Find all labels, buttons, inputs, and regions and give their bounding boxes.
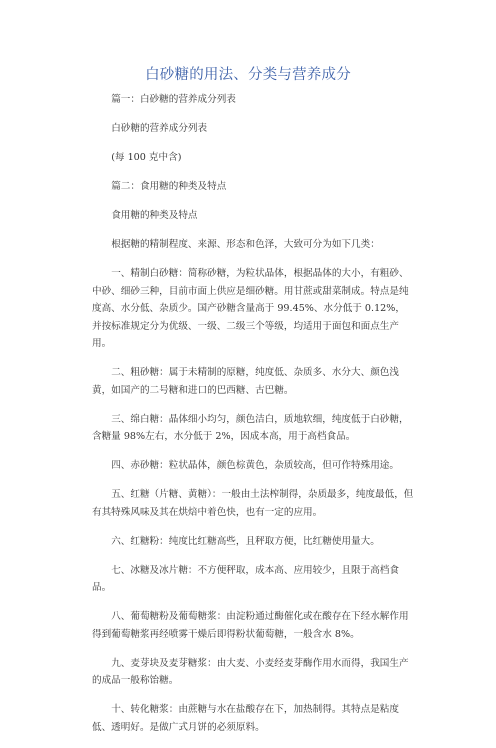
paragraph-item-9: 九、麦芽块及麦芽糖浆：由大麦、小麦经麦芽酶作用水而得，我国生产的成品一般称饴糖。: [92, 657, 409, 686]
paragraph-item-8: 八、葡萄糖粉及葡萄糖浆：由淀粉通过酶催化或在酸存在下经水解作用得到葡萄糖浆再经喷雾干燥后即得粉状葡萄糖，一般含水 8%。: [92, 611, 409, 640]
paragraph-item-1: 一、精制白砂糖：简称砂糖，为粒状晶体，根据晶体的大小，有粗砂、中砂、细砂三种，目前市面上供应是细砂糖。用甘蔗或甜菜制成。特点是纯度高、水分低、杂质少。国产砂糖含量高于 99.45%、水分低于 0.12%，并按标准规定分为优级、一级、二级三个等级，均适用于面包和面点生产用。: [92, 268, 409, 349]
paragraph-part-two-heading: 篇二：食用糖的种类及特点: [111, 181, 227, 192]
paragraph-item-10: 十、转化糖浆：由蔗糖与水在盐酸存在下，加热制得。其特点是粘度低、透明好。是做广式月饼的必须原料。: [92, 704, 399, 733]
paragraph-nutrition-list-title: 白砂糖的营养成分列表: [111, 123, 208, 134]
paragraph-item-7: 七、冰糖及冰片糖：不方便秤取，成本高、应用较少，且限于高档食品。: [92, 564, 399, 593]
paragraph-item-6: 六、红糖粉：纯度比红糖高些，且秤取方便，比红糖使用量大。: [111, 535, 380, 547]
paragraph-classification-intro: 根据糖的精制程度、来源、形态和色泽，大致可分为如下几类：: [111, 239, 380, 250]
paragraph-sugar-types-title: 食用糖的种类及特点: [111, 210, 198, 221]
paragraph-item-4: 四、赤砂糖：粒状晶体，颜色棕黄色，杂质较高，但可作特殊用途。: [111, 460, 399, 471]
paragraph-item-2: 二、粗砂糖：属于未精制的原糖，纯度低、杂质多、水分大、颜色浅黄，如国产的二号糖和进口的巴西糖、古巴糖。: [92, 367, 399, 396]
document-title: 白砂糖的用法、分类与营养成分: [145, 67, 351, 83]
paragraph-per-100g-note: (每 100 克中含): [111, 152, 182, 163]
paragraph-part-one-heading: 篇一：白砂糖的营养成分列表: [111, 94, 236, 105]
paragraph-item-3: 三、绵白糖：晶体细小均匀，颜色洁白，质地软细，纯度低于白砂糖，含糖量 98%左右，水分低于 2%，因成本高，用于高档食品。: [92, 413, 409, 442]
document-body: [92, 91, 414, 748]
paragraph-item-5: 五、红糖（片糖、黄糖）：一般由土法榨制得，杂质最多，纯度最低，但有其特殊风味及其在烘焙中着色快，也有一定的应用。: [92, 489, 414, 518]
